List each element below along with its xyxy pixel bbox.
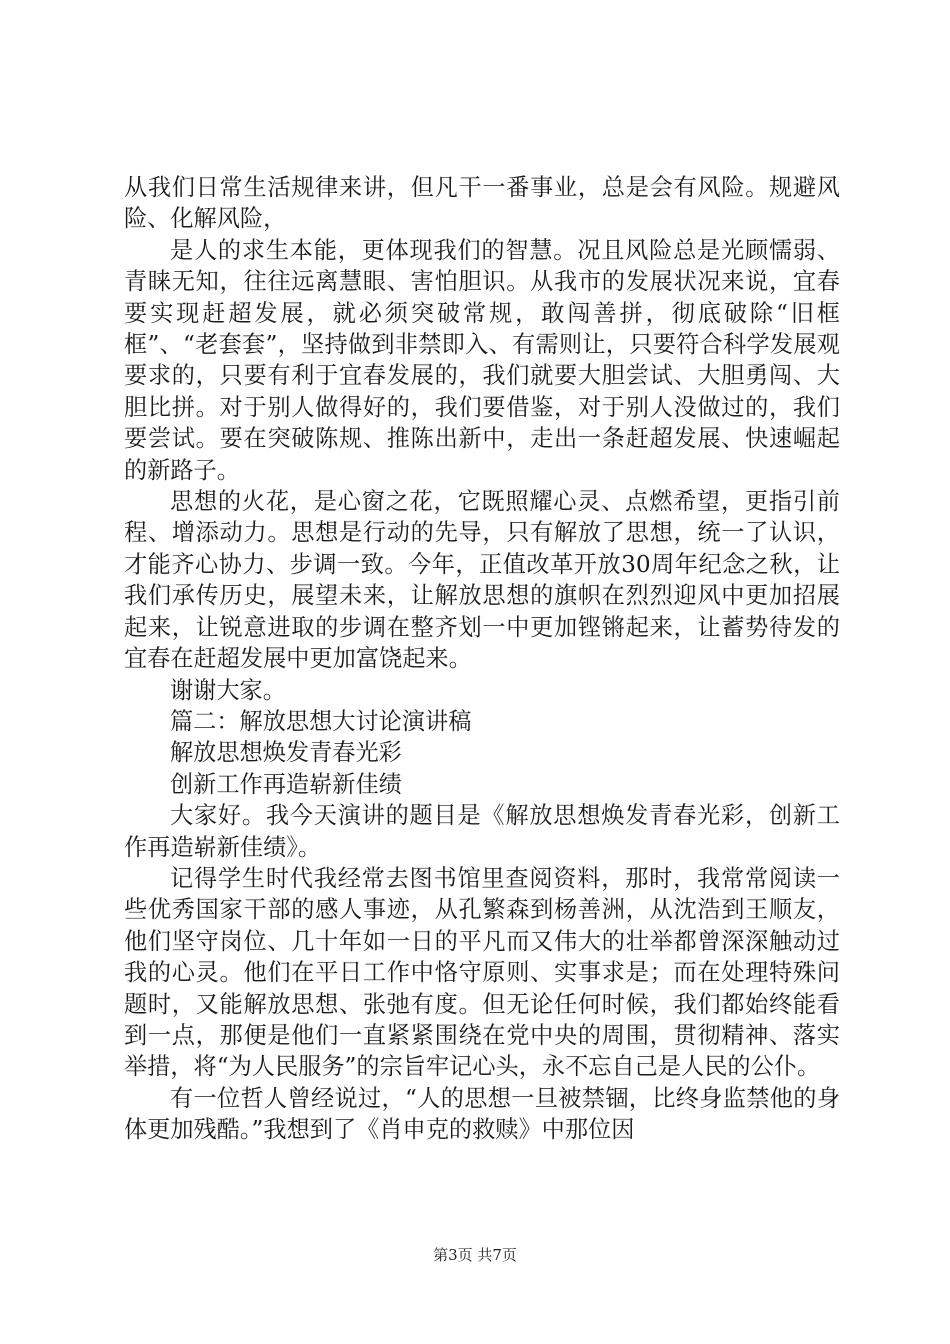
speech-title-line-2: 创新工作再造崭新佳绩 xyxy=(170,770,402,798)
paragraph: 是人的求生本能，更体现我们的智慧。况且风险总是光顾懦弱、青睐无知，往往远离慧眼、害怕胆识。从我市的发展状况来说，宜春要实现赶超发展，就必须突破常规，敢闯善拼，彻底破除“旧框框”、“老套套”，坚持做到非禁即入、有需则让，只要符合科学发展观要求的，只要有利于宜春发展的，我们就要大胆尝试、大胆勇闯、大胆比拼。对于别人做得好的，我们要借鉴，对于别人没做过的，我们要尝试。要在突破陈规、推陈出新中，走出一条赶超发展、快速崛起的新路子。 xyxy=(124,236,840,484)
document-body xyxy=(124,172,840,1146)
page-number: 第3页 共7页 xyxy=(433,1246,517,1264)
paragraph: 从我们日常生活规律来讲，但凡干一番事业，总是会有风险。规避风险、化解风险， xyxy=(124,174,840,233)
paragraph: 大家好。我今天演讲的题目是《解放思想焕发青春光彩，创新工作再造崭新佳绩》。 xyxy=(124,802,840,861)
section-heading: 篇二：解放思想大讨论演讲稿 xyxy=(170,707,472,735)
paragraph: 谢谢大家。 xyxy=(170,676,286,704)
paragraph: 有一位哲人曾经说过，“人的思想一旦被禁锢，比终身监禁他的身体更加残酷。”我想到了《肖申克的救赎》中那位因 xyxy=(124,1084,840,1144)
speech-title-line-1: 解放思想焕发青春光彩 xyxy=(170,739,402,767)
paragraph: 记得学生时代我经常去图书馆里查阅资料，那时，我常常阅读一些优秀国家干部的感人事迹，从孔繁森到杨善洲，从沈浩到王顺友，他们坚守岗位、几十年如一日的平凡而又伟大的壮举都曾深深触动过我的心灵。他们在平日工作中恪守原则、实事求是；而在处理特殊问题时，又能解放思想、张弛有度。但无论任何时候，我们都始终能看到一点，那便是他们一直紧紧围绕在党中央的周围，贯彻精神、落实举措，将“为人民服务”的宗旨牢记心头，永不忘自己是人民的公仆。 xyxy=(124,864,840,1081)
paragraph: 思想的火花，是心窗之花，它既照耀心灵、点燃希望，更指引前程、增添动力。思想是行动的先导，只有解放了思想，统一了认识，才能齐心协力、步调一致。今年，正值改革开放30周年纪念之秋，让我们承传历史，展望未来，让解放思想的旗帜在烈烈迎风中更加招展起来，让锐意进取的步调在整齐划一中更加铿锵起来，让蓄势待发的宜春在赶超发展中更加富饶起来。 xyxy=(124,488,840,673)
page-footer xyxy=(0,1245,950,1265)
